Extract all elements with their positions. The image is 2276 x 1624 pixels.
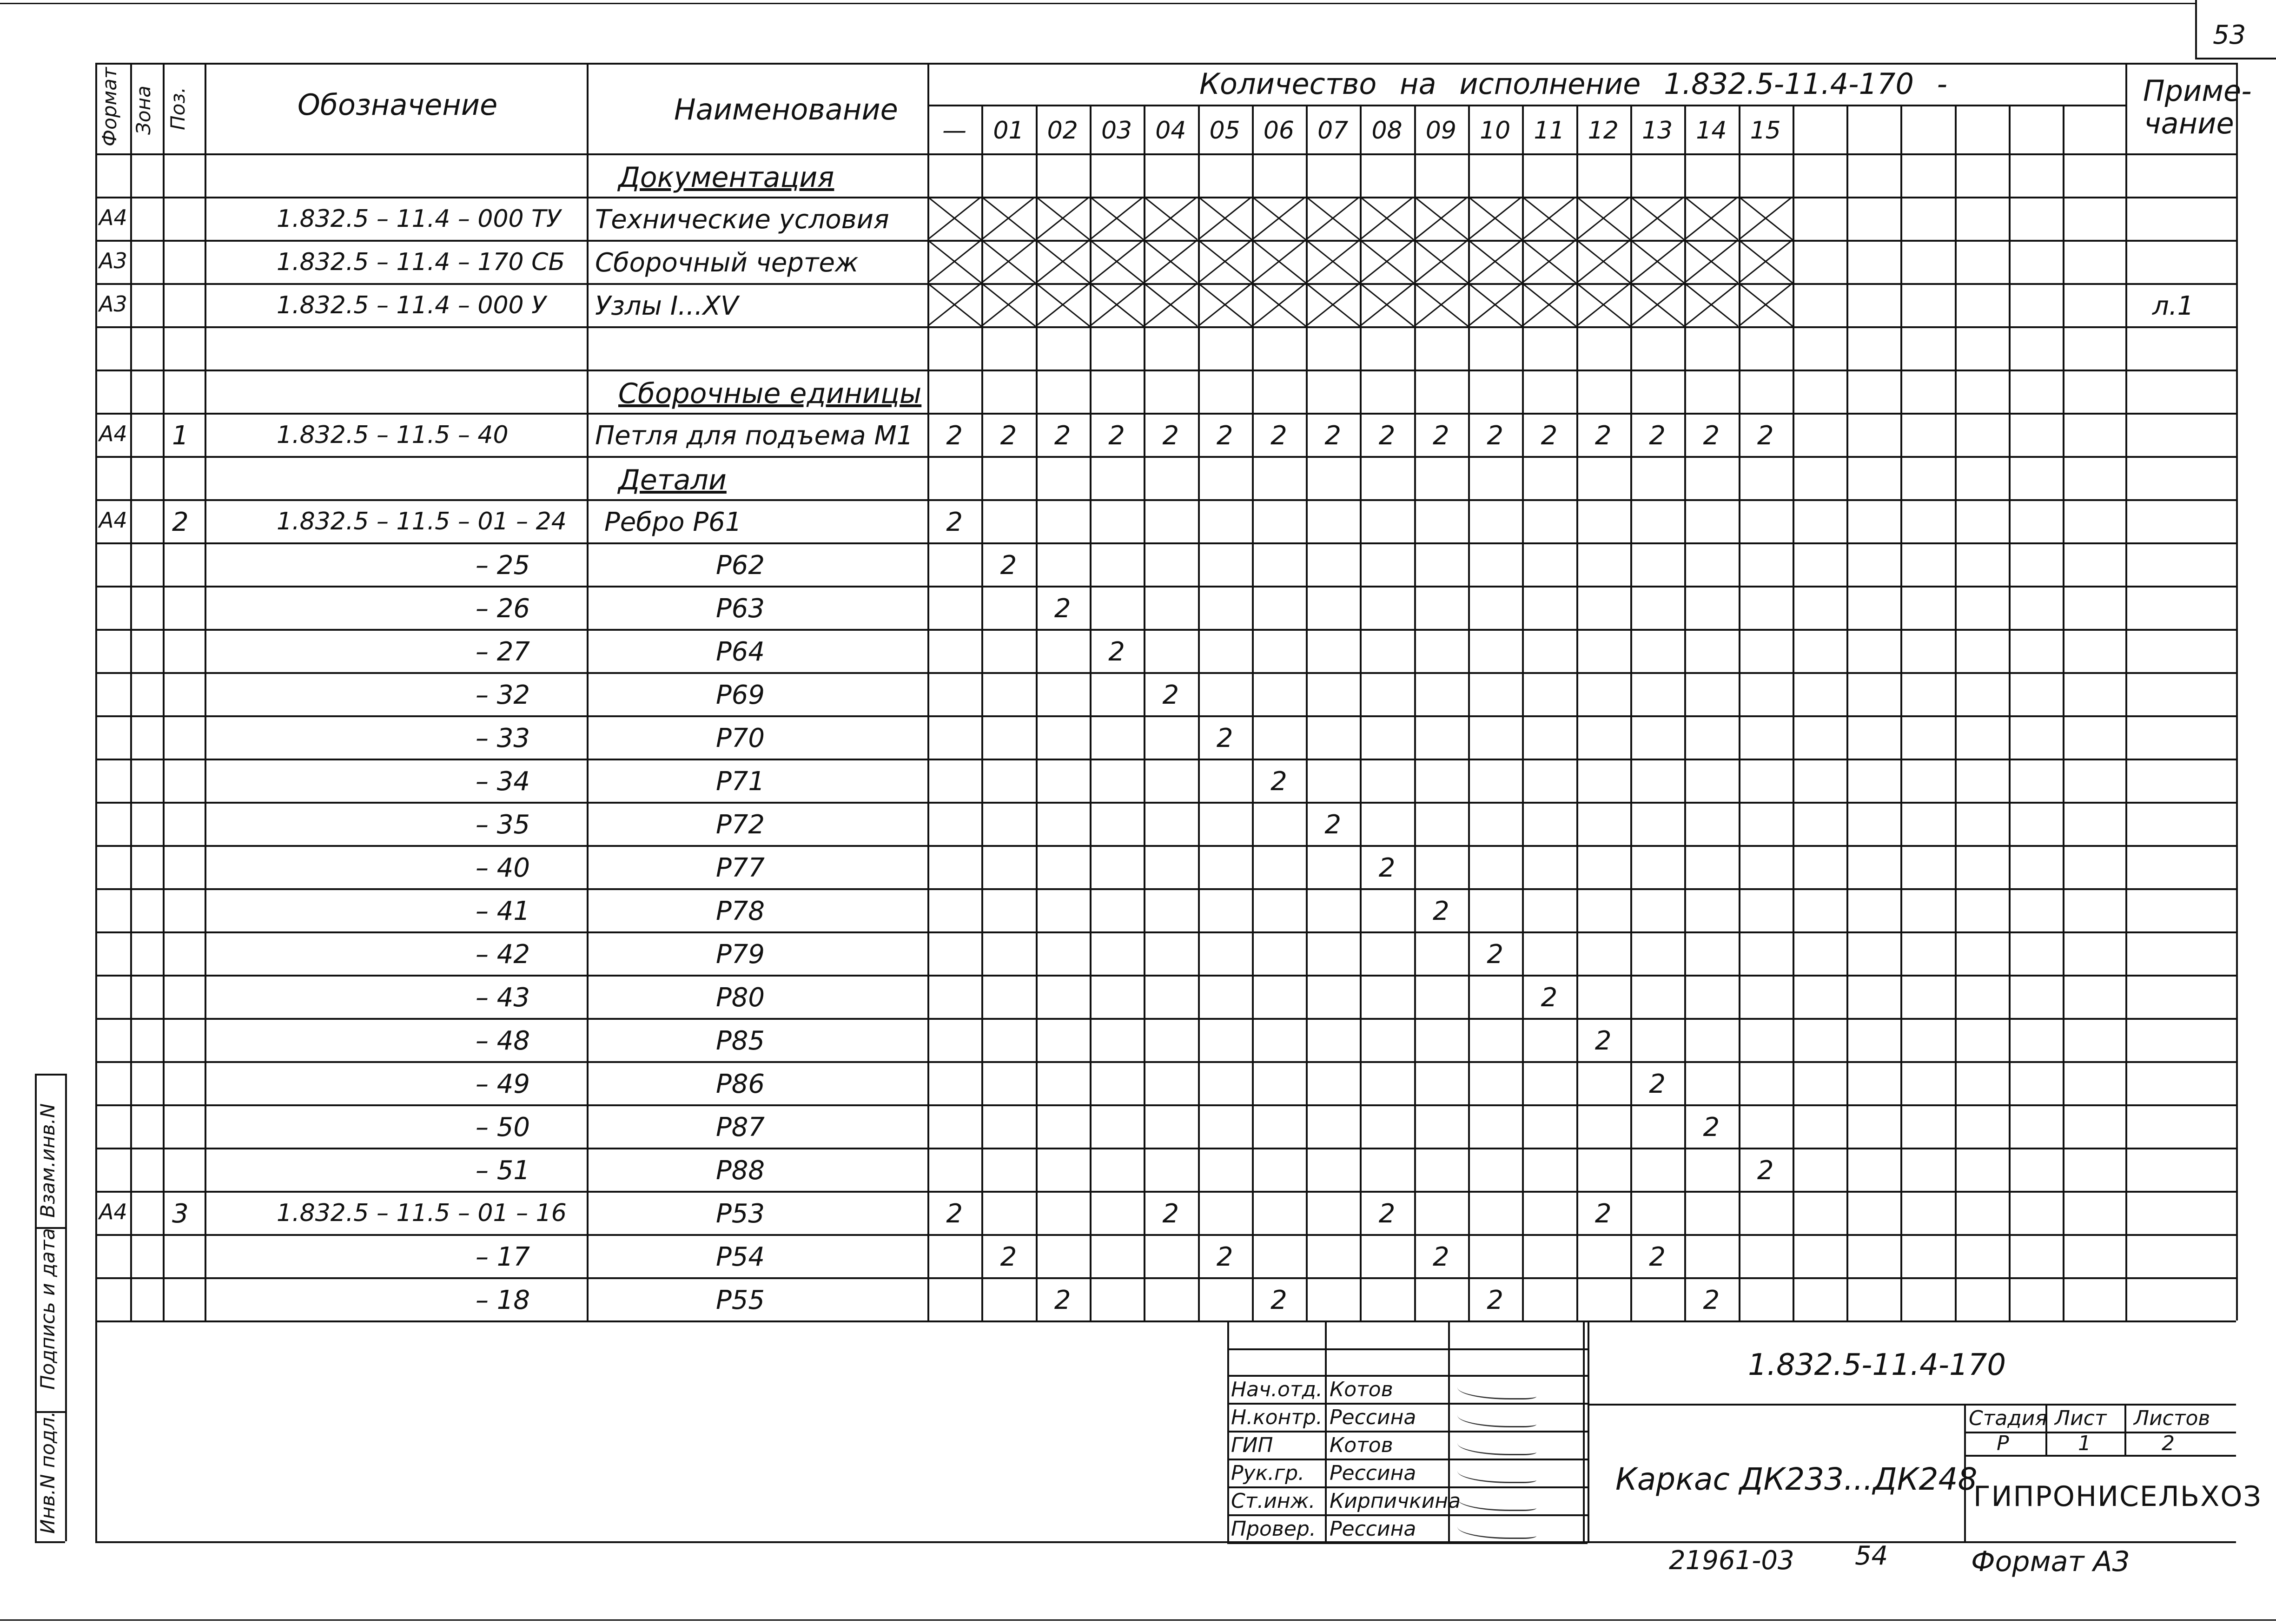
- quantity-cell: 2: [1162, 680, 1179, 710]
- grid-line: [1846, 105, 1848, 1320]
- row-name: Ребро Р61: [604, 507, 742, 537]
- drawing-title: Каркас ДК233...ДК248: [1615, 1461, 1978, 1497]
- grid-line: [95, 1018, 2236, 1020]
- grid-line: [1227, 1348, 1588, 1350]
- quantity-cell: 2: [1054, 594, 1071, 624]
- cross-mark: [1684, 240, 1738, 283]
- quantity-cell: 2: [1108, 637, 1125, 667]
- quantity-cell: 2: [1703, 1112, 1720, 1142]
- cross-mark: [981, 240, 1035, 283]
- cross-mark: [1198, 283, 1252, 326]
- grid-line: [95, 715, 2236, 717]
- quantity-cell: 2: [1270, 766, 1287, 797]
- grid-line: [95, 499, 2236, 501]
- row-designation: – 17: [475, 1242, 530, 1272]
- variant-header: 02: [1047, 117, 1078, 145]
- quantity-cell: 2: [1487, 421, 1503, 451]
- row-name: Сборочный чертеж: [595, 248, 859, 278]
- quantity-cell: 2: [1216, 723, 1233, 753]
- cross-mark: [1576, 240, 1630, 283]
- grid-line: [95, 1191, 2236, 1193]
- cross-mark: [1306, 240, 1360, 283]
- doc-code: 1.832.5-11.4-170: [1748, 1348, 2006, 1382]
- cross-mark: [1468, 283, 1522, 326]
- grid-line: [95, 456, 2236, 458]
- grid-line: [65, 1074, 67, 1541]
- grid-line: [1588, 1404, 2236, 1406]
- quantity-cell: 2: [1433, 896, 1449, 926]
- row-designation: – 35: [475, 810, 530, 840]
- row-designation: – 27: [475, 637, 530, 667]
- cross-mark: [1468, 197, 1522, 240]
- cross-mark: [1090, 283, 1144, 326]
- side-stamp-signature: Подпись и дата: [36, 1228, 59, 1390]
- row-format: А3: [99, 291, 127, 317]
- grid-line: [95, 370, 2236, 371]
- person-name: Котов: [1330, 1433, 1393, 1457]
- grid-line: [95, 845, 2236, 847]
- header-pos: Поз.: [166, 87, 189, 130]
- row-designation: – 25: [475, 550, 530, 581]
- grid-line: [2124, 1404, 2126, 1455]
- grid-line: [1227, 1375, 1588, 1377]
- person-name: Рессина: [1330, 1517, 1416, 1541]
- header-quantity: Количество на исполнение 1.832.5-11.4-170 -: [1199, 67, 1947, 101]
- quantity-cell: 2: [1541, 983, 1558, 1013]
- cross-mark: [927, 283, 981, 326]
- grid-line: [1227, 1403, 1588, 1405]
- cross-mark: [1522, 197, 1576, 240]
- row-designation: – 18: [475, 1285, 530, 1315]
- cross-mark: [1360, 197, 1414, 240]
- variant-header: —: [942, 117, 967, 145]
- row-format: А3: [99, 248, 127, 273]
- cross-mark: [1576, 283, 1630, 326]
- cross-mark: [1414, 240, 1468, 283]
- person-role: Ст.инж.: [1231, 1489, 1316, 1513]
- cross-mark: [1036, 197, 1090, 240]
- stage-value: Р: [1997, 1432, 2009, 1455]
- grid-line: [1227, 1486, 1588, 1488]
- sheet-value: 1: [2078, 1432, 2091, 1455]
- row-name: Р63: [716, 594, 765, 624]
- inventory-number: 21961-03: [1669, 1545, 1794, 1576]
- cross-mark: [1468, 240, 1522, 283]
- grid-line: [95, 629, 2236, 631]
- cross-mark: [1684, 283, 1738, 326]
- cross-mark: [1739, 197, 1793, 240]
- quantity-cell: 2: [1216, 421, 1233, 451]
- format-label: Формат А3: [1971, 1545, 2130, 1578]
- grid-line: [95, 802, 2236, 804]
- grid-line: [95, 759, 2236, 760]
- signature-mark: [1457, 1465, 1536, 1483]
- variant-header: 06: [1263, 117, 1295, 145]
- row-designation: – 40: [475, 853, 530, 883]
- row-designation: – 33: [475, 723, 530, 753]
- person-role: Н.контр.: [1231, 1406, 1323, 1429]
- variant-header: 12: [1588, 117, 1619, 145]
- signature-mark: [1457, 1381, 1536, 1400]
- person-name: Рессина: [1330, 1461, 1416, 1485]
- grid-line: [2009, 105, 2011, 1320]
- row-name: Р62: [716, 550, 765, 581]
- grid-line: [2125, 63, 2127, 1320]
- cross-mark: [1576, 197, 1630, 240]
- grid-line: [95, 153, 2236, 155]
- quantity-cell: 2: [1487, 1285, 1503, 1315]
- row-name: Р55: [716, 1285, 765, 1315]
- grid-line: [95, 413, 2236, 415]
- quantity-cell: 2: [1270, 1285, 1287, 1315]
- grid-line: [95, 326, 2236, 328]
- variant-header: 01: [993, 117, 1024, 145]
- row-name: Р69: [716, 680, 765, 710]
- cross-mark: [1090, 240, 1144, 283]
- cross-mark: [1252, 283, 1306, 326]
- header-note-2: чание: [2144, 106, 2234, 140]
- quantity-cell: 2: [1162, 421, 1179, 451]
- variant-header: 10: [1480, 117, 1511, 145]
- grid-line: [1227, 1459, 1588, 1460]
- cross-mark: [1252, 240, 1306, 283]
- row-name: Р53: [716, 1199, 765, 1229]
- row-designation: – 51: [475, 1155, 530, 1186]
- cross-mark: [1522, 283, 1576, 326]
- row-designation: – 43: [475, 983, 530, 1013]
- variant-header: 04: [1155, 117, 1186, 145]
- cross-mark: [1036, 240, 1090, 283]
- quantity-cell: 2: [1162, 1199, 1179, 1229]
- quantity-cell: 2: [1378, 421, 1396, 451]
- header-note-1: Приме-: [2143, 74, 2252, 108]
- row-name: Технические условия: [595, 205, 889, 235]
- grid-line: [35, 1541, 65, 1543]
- row-format: А4: [99, 1199, 127, 1224]
- cross-mark: [1252, 197, 1306, 240]
- person-name: Рессина: [1330, 1406, 1416, 1429]
- person-role: Нач.отд.: [1231, 1378, 1323, 1401]
- row-name: Р80: [716, 983, 765, 1013]
- signature-mark: [1457, 1493, 1536, 1511]
- grid-line: [163, 63, 165, 1320]
- grid-line: [587, 63, 589, 1320]
- row-designation: – 41: [475, 896, 530, 926]
- sheet-label: Лист: [2055, 1406, 2107, 1430]
- cross-mark: [1198, 197, 1252, 240]
- grid-line: [95, 586, 2236, 588]
- quantity-cell: 2: [1541, 421, 1558, 451]
- variant-header: 11: [1534, 117, 1565, 145]
- row-format: А4: [99, 205, 127, 230]
- header-designation: Обозначение: [298, 88, 498, 122]
- cross-mark: [1522, 240, 1576, 283]
- quantity-cell: 2: [946, 507, 963, 537]
- grid-line: [95, 672, 2236, 674]
- grid-line: [95, 63, 97, 1320]
- quantity-cell: 2: [1649, 421, 1666, 451]
- grid-line: [35, 1074, 65, 1076]
- person-role: Провер.: [1231, 1517, 1316, 1541]
- signature-mark: [1457, 1409, 1536, 1427]
- cross-mark: [927, 197, 981, 240]
- row-pos: 1: [172, 421, 189, 451]
- grid-line: [2236, 63, 2238, 1320]
- row-designation: – 48: [475, 1026, 530, 1056]
- organization: ГИПРОНИСЕЛЬХОЗ: [1973, 1480, 2262, 1513]
- quantity-cell: 2: [946, 421, 963, 451]
- grid-line: [1793, 105, 1794, 1320]
- grid-line: [95, 1104, 2236, 1106]
- row-designation: – 34: [475, 766, 530, 797]
- person-role: ГИП: [1231, 1433, 1273, 1457]
- cross-mark: [981, 283, 1035, 326]
- row-format: А4: [99, 508, 127, 533]
- row-name: Р79: [716, 939, 765, 970]
- quantity-cell: 2: [1487, 939, 1503, 970]
- row-name: Р71: [716, 766, 765, 797]
- cross-mark: [1630, 283, 1684, 326]
- grid-line: [1227, 1431, 1588, 1433]
- cross-mark: [1360, 240, 1414, 283]
- row-name: Р64: [716, 637, 765, 667]
- cross-mark: [981, 197, 1035, 240]
- cross-mark: [1306, 197, 1360, 240]
- quantity-cell: 2: [1054, 421, 1071, 451]
- grid-line: [2063, 105, 2064, 1320]
- quantity-cell: 2: [1000, 1242, 1017, 1272]
- grid-line: [95, 63, 2236, 65]
- cross-mark: [1090, 197, 1144, 240]
- header-name: Наименование: [674, 92, 898, 126]
- quantity-cell: 2: [1054, 1285, 1071, 1315]
- cross-mark: [1198, 240, 1252, 283]
- row-designation: 1.832.5 – 11.5 – 40: [277, 421, 509, 449]
- variant-header: 03: [1101, 117, 1132, 145]
- grid-line: [95, 975, 2236, 977]
- quantity-cell: 2: [1378, 1199, 1396, 1229]
- quantity-cell: 2: [1703, 421, 1720, 451]
- quantity-cell: 2: [1703, 1285, 1720, 1315]
- side-stamp-inventory: Инв.N подл.: [36, 1411, 59, 1534]
- grid-line: [130, 63, 132, 1320]
- row-designation: – 32: [475, 680, 530, 710]
- person-name: Кирпичкина: [1330, 1489, 1461, 1513]
- grid-line: [95, 1320, 97, 1541]
- section-title: Документация: [618, 161, 834, 194]
- footer-page: 54: [1855, 1541, 1888, 1571]
- grid-line: [1955, 105, 1957, 1320]
- section-title: Детали: [618, 464, 727, 496]
- person-name: Котов: [1330, 1378, 1393, 1401]
- variant-header: 15: [1750, 117, 1781, 145]
- row-designation: – 42: [475, 939, 530, 970]
- quantity-cell: 2: [1108, 421, 1125, 451]
- quantity-cell: 2: [1216, 1242, 1233, 1272]
- quantity-cell: 2: [1324, 421, 1342, 451]
- row-name: Р86: [716, 1069, 765, 1099]
- grid-line: [1227, 1514, 1588, 1516]
- quantity-cell: 2: [1595, 421, 1612, 451]
- variant-header: 07: [1317, 117, 1349, 145]
- quantity-cell: 2: [1595, 1199, 1612, 1229]
- grid-line: [95, 1277, 2236, 1279]
- row-name: Р78: [716, 896, 765, 926]
- variant-header: 13: [1641, 117, 1673, 145]
- row-name: Петля для подъема М1: [595, 421, 913, 451]
- cross-mark: [1144, 197, 1198, 240]
- cross-mark: [1144, 240, 1198, 283]
- quantity-cell: 2: [1757, 1155, 1774, 1186]
- grid-line: [95, 1061, 2236, 1063]
- grid-line: [95, 931, 2236, 933]
- quantity-cell: 2: [1433, 1242, 1449, 1272]
- row-pos: 3: [172, 1199, 189, 1229]
- grid-line: [95, 888, 2236, 890]
- row-pos: 2: [172, 507, 189, 537]
- cross-mark: [1739, 283, 1793, 326]
- row-designation: 1.832.5 – 11.4 – 000 У: [277, 291, 546, 319]
- quantity-cell: 2: [1000, 550, 1017, 581]
- quantity-cell: 2: [1595, 1026, 1612, 1056]
- sheets-label: Листов: [2134, 1406, 2210, 1430]
- cross-mark: [1630, 197, 1684, 240]
- row-name: Р72: [716, 810, 765, 840]
- row-designation: – 50: [475, 1112, 530, 1142]
- cross-mark: [1414, 283, 1468, 326]
- grid-line: [95, 1541, 2236, 1543]
- page-number: 53: [2213, 20, 2246, 50]
- variant-header: 05: [1209, 117, 1240, 145]
- variant-header: 09: [1425, 117, 1456, 145]
- quantity-cell: 2: [1433, 421, 1449, 451]
- row-designation: 1.832.5 – 11.4 – 000 ТУ: [277, 205, 561, 233]
- grid-line: [95, 542, 2236, 544]
- quantity-cell: 2: [1000, 421, 1017, 451]
- cross-mark: [1360, 283, 1414, 326]
- row-note: л.1: [2152, 291, 2194, 321]
- row-name: Р70: [716, 723, 765, 753]
- row-name: Р87: [716, 1112, 765, 1142]
- row-name: Р54: [716, 1242, 765, 1272]
- row-designation: – 49: [475, 1069, 530, 1099]
- variant-header: 14: [1696, 117, 1727, 145]
- quantity-cell: 2: [1324, 810, 1342, 840]
- row-designation: – 26: [475, 594, 530, 624]
- variant-header: 08: [1371, 117, 1403, 145]
- grid-line: [95, 1148, 2236, 1149]
- grid-line: [95, 1320, 2236, 1322]
- quantity-cell: 2: [1270, 421, 1287, 451]
- row-name: Узлы I...XV: [595, 291, 739, 321]
- header-format: Формат: [98, 67, 121, 146]
- quantity-cell: 2: [1378, 853, 1396, 883]
- signature-mark: [1457, 1437, 1536, 1455]
- cross-mark: [1414, 197, 1468, 240]
- cross-mark: [1739, 240, 1793, 283]
- quantity-cell: 2: [1757, 421, 1774, 451]
- grid-line: [927, 105, 2125, 106]
- quantity-cell: 2: [946, 1199, 963, 1229]
- person-role: Рук.гр.: [1231, 1461, 1305, 1485]
- grid-line: [1900, 105, 1902, 1320]
- row-designation: 1.832.5 – 11.5 – 01 – 16: [277, 1199, 567, 1227]
- cross-mark: [1036, 283, 1090, 326]
- sheets-value: 2: [2162, 1432, 2175, 1455]
- side-stamp-replace: Взам.инв.N: [36, 1103, 59, 1218]
- row-format: А4: [99, 421, 127, 446]
- quantity-cell: 2: [1649, 1242, 1666, 1272]
- signature-mark: [1457, 1521, 1536, 1539]
- row-name: Р85: [716, 1026, 765, 1056]
- stage-label: Стадия: [1969, 1406, 2047, 1430]
- grid-line: [95, 1234, 2236, 1236]
- grid-line: [1588, 1320, 1589, 1541]
- cross-mark: [1684, 197, 1738, 240]
- row-name: Р88: [716, 1155, 765, 1186]
- row-designation: 1.832.5 – 11.5 – 01 – 24: [277, 508, 567, 535]
- header-zone: Зона: [132, 86, 155, 135]
- row-designation: 1.832.5 – 11.4 – 170 СБ: [277, 248, 565, 276]
- cross-mark: [927, 240, 981, 283]
- cross-mark: [1144, 283, 1198, 326]
- section-title: Сборочные единицы: [618, 377, 922, 410]
- quantity-cell: 2: [1649, 1069, 1666, 1099]
- cross-mark: [1306, 283, 1360, 326]
- row-name: Р77: [716, 853, 765, 883]
- grid-line: [1227, 1542, 1588, 1544]
- cross-mark: [1630, 240, 1684, 283]
